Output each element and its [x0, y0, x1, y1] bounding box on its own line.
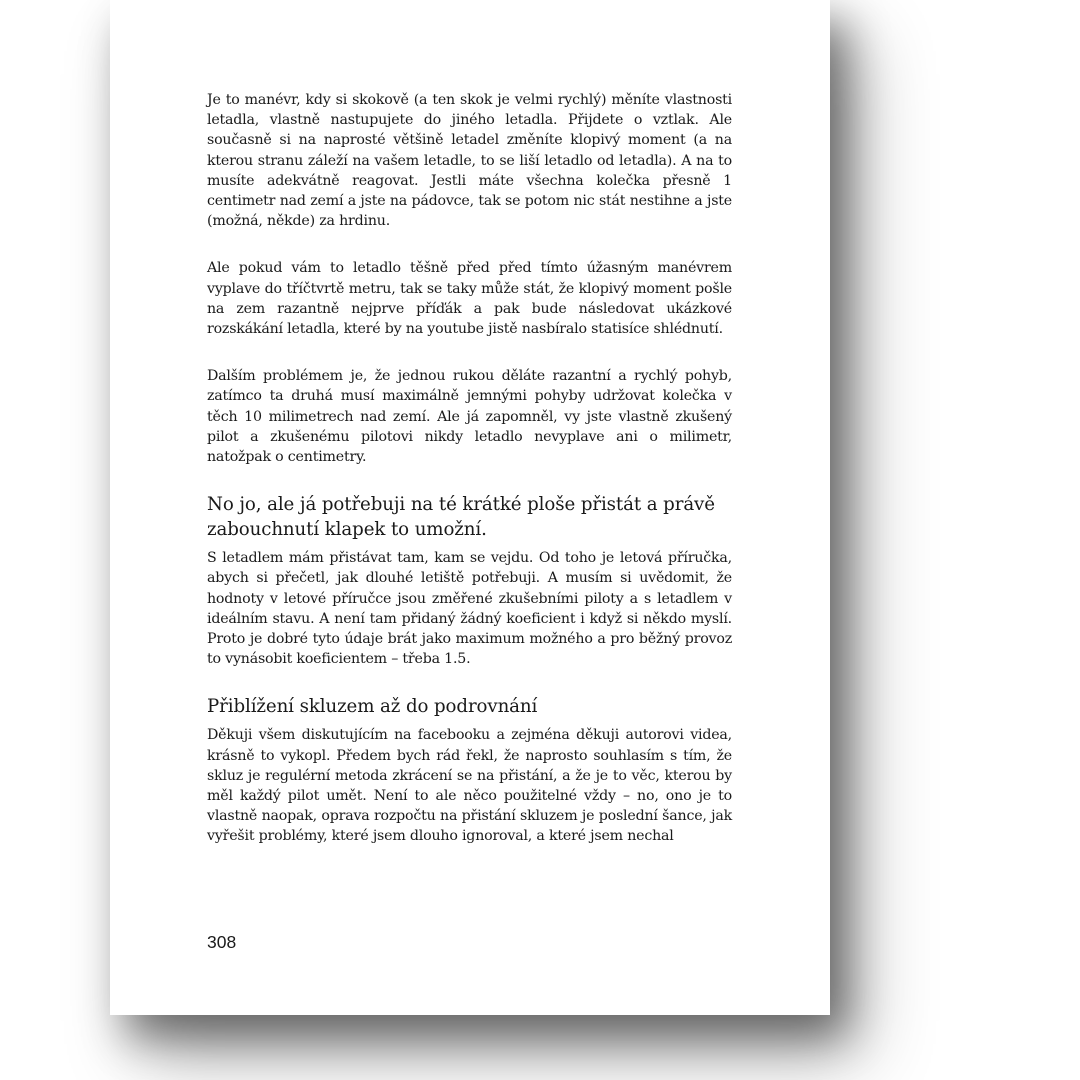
- section-heading-slip-approach: Přiblížení skluzem až do podrovnání: [207, 696, 538, 718]
- section-body-slip-approach: Děkuji všem diskutujícím na facebooku a zejména děkuji autorovi videa, krásně to vykopl. Předem bych rád řekl, že naprosto souhlasím s tím, že skluz je regulérní metoda zkrácení se na přistání, a že je to věc, kterou by měl každý pilot umět. Není to ale něco použitelné vždy – no, ono je to vlastně naopak, oprava rozpočtu na přistání skluzem je poslední šance, jak vyřešit problémy, které jsem dlouho ignoroval, a které jsem nechal: [207, 727, 732, 845]
- section-heading-short-field-landing: No jo, ale já potřebuji na té krátké ploše přistát a právě zabouchnutí klapek to umožní.: [207, 494, 715, 541]
- book-page: [110, 0, 830, 1015]
- paragraph-2: Ale pokud vám to letadlo těšně před před tímto úžasným manévrem vyplave do tříčtvrtě metru, tak se taky může stát, že klopivý moment pošle na zem razantně nejprve příďák a pak bude následovat ukázkové rozskákání letadla, které by na youtube jistě nasbíralo statisíce shlédnutí.: [207, 260, 732, 338]
- paragraph-3: Dalším problémem je, že jednou rukou děláte razantní a rychlý pohyb, zatímco ta druhá musí maximálně jemnými pohyby udržovat kolečka v těch 10 milimetrech nad zemí. Ale já zapomněl, vy jste vlastně zkušený pilot a zkušenému pilotovi nikdy letadlo nevyplave ani o milimetr, natožpak o centimetry.: [207, 368, 732, 466]
- paragraph-1: Je to manévr, kdy si skokově (a ten skok je velmi rychlý) měníte vlastnosti letadla, vlastně nastupujete do jiného letadla. Přijdete o vztlak. Ale současně si na naprosté většině letadel změníte klopivý moment (a na kterou stranu záleží na vašem letadle, to se liší letadlo od letadla). A na to musíte adekvátně reagovat. Jestli máte všechna kolečka přesně 1 centimetr nad zemí a jste na pádovce, tak se potom nic stát nestihne a jste (možná, někde) za hrdinu.: [207, 92, 732, 230]
- page-number: 308: [207, 932, 237, 952]
- page-content: [207, 90, 732, 847]
- section-body-short-field-landing: S letadlem mám přistávat tam, kam se vejdu. Od toho je letová příručka, abych si přečetl, jak dlouhé letiště potřebuji. A musím si uvědomit, že hodnoty v letové příručce jsou změřené zkušebními piloty a s letadlem v ideálním stavu. A není tam přidaný žádný koeficient i když si někdo myslí. Proto je dobré tyto údaje brát jako maximum možného a pro běžný provoz to vynásobit koeficientem – třeba 1.5.: [207, 550, 732, 668]
